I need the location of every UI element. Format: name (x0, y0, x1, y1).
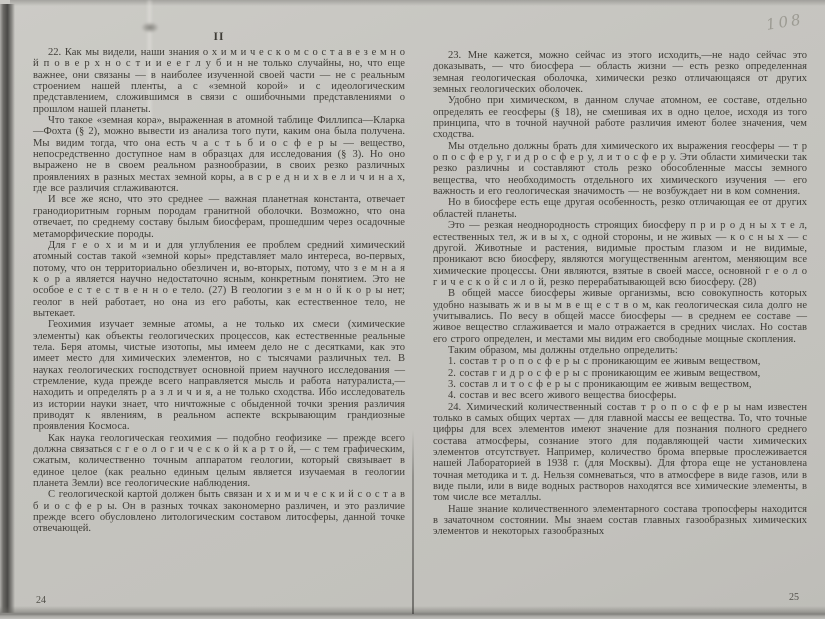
paragraph: Наше знание количественного элементарного состава тропосферы находится в зачаточном состоянии. Мы знаем состав главных газообразных химических элементов и некоторых газообразных (433, 503, 807, 538)
spine-crease-line (412, 430, 414, 614)
paragraph: Геохимия изучает земные атомы, а не только их смеси (химические элементы) как объекты геологических процессов, как естественные реальные тела. Беря атомы, чистые изотопы, мы имеем дело не с десятками, как это имеет место для химических элементов, но с тысячами различных тел. В науках геологических господствует основной прием научного исследования — стремление, куда прежде всего направляется мысль и работа натуралиста,— находить и определять р а з л и ч и я, а не только сходства. Ибо исследователь из истории науки знает, что ничтожные с обыденной точки зрения различия приводят к явлениям, в реальном аспекте вскрывающим грандиозные проявления Космоса. (33, 319, 405, 433)
paragraph: 24. Химический количественный состав т р о п о с ф е р ы нам известен только в самых общих чертах — для главной массы ее вещества. То, что точные цифры для всех элементов имеют значение для познания полного среднего состава атмосферы, сознание этого для подавляющей части химических элементов отсутствует. Например, количество брома впервые прослеживается нашей Лабораторией в 1938 г. (для Москвы). Для фтора еще не установлена точная методика и т. д. Нельзя сомневаться, что в атмосфере в виде газов, или в виде пыли, или в виде водных растворов находятся все химические элементы, в том числе все металлы. (433, 401, 807, 504)
paragraph: Удобно при химическом, в данном случае атомном, ее составе, отдельно определять ее геосферы (§ 18), не смешивая их в одно целое, исходя из того принципа, что в точной научной работе различия имеют более значения, чем сходства. (433, 95, 807, 141)
paragraph: Для г е о х и м и и для углубления ее проблем средний химический атомный состав такой «земной коры» представляет мало интереса, во-первых, потому, что он территориально обезличен и, во-вторых, потому, что з е м н а я к о р а является научно недостаточно ясным, конкретным понятием. Это не особое е с т е с т в е н н о е тело. (27) В геологии з е м н о й к о р ы нет; геолог в ней работает, но она из его работы, как естественное тело, не вытекает. (33, 239, 405, 319)
paragraph: Но в биосфере есть еще другая особенность, резко отличающая ее от других областей планеты. (433, 197, 807, 220)
paragraph: В общей массе биосферы живые организмы, всю совокупность которых удобно называть ж и в ы м в е щ е с т в о м, как геологическая сила долго не учитывались. По весу в общей массе биосферы — в среднем ее составе — живое вещество сглаживается и мало отражается в средних числах. Но состав его строго определен, и местами мы видим его свободные мощные скопления. (433, 288, 807, 345)
paragraph: Мы отдельно должны брать для химического их выражения геосферы — т р о п о с ф е р у, г и д р о с ф е р у, л и т о с ф е р у. Эти области химически так резко различны и составляют столь резко обособленные массы земного вещества, что необходимость отдельного их химического изучения — его важность и его геологическая значимость — не возбуждает ни в ком сомнения. (433, 140, 807, 198)
paragraph: 4. состав и вес всего живого вещества биосферы. (448, 390, 677, 402)
scan-top-edge-shadow (10, 0, 825, 6)
handwritten-page-note: 108 (764, 10, 805, 34)
paragraph: Это — резкая неоднородность строящих биосферу п р и р о д н ы х т е л, естественных тел, ж и в ы х, с одной стороны, и не живых — к о с н ы х — с другой. Животные и растения, видимые простым глазом и не видимые, проникают всю биосферу, являются могущественным агентом, меняющим все химические процессы. Они являются, взятые в своей массе, основной г е о л о г и ч е с к о й с и л о й, резко перерабатывающей всю биосферу. (28) (433, 220, 807, 288)
paragraph: 22. Как мы видели, наши знания о х и м и ч е с к о м с о с т а в е з е м н о й п о в е р х н о с т и и е е г л у б и н не только случайны, но, что еще важнее, они связаны — в наиболее изученной своей части — не с реальным строением нашей пленты, а с «земной корой» и с идеологическим представлением, сложившимся в связи с ошибочными представлениями о прошлом нашей планеты. (33, 47, 405, 115)
right-page-text (433, 50, 807, 538)
chapter-numeral: II (213, 31, 225, 43)
paragraph: Таким образом, мы должны отдельно определить: (448, 344, 678, 356)
paragraph: 23. Мне кажется, можно сейчас из этого исходить,—не надо сейчас это доказывать, — что биосфера — область жизни — есть резко определенная земная геологическая оболочка, химически резко отличающаяся от других земных геологических оболочек. (433, 50, 807, 96)
paragraph: Как наука геологическая геохимия — подобно геофизике — прежде всего должна связаться с г е о л о г и ч е с к о й к а р т о й, — с тем графическим, сжатым, количественно точным аппаратом геологии, который связывает в единое целое (как реально единым целым является изучаемая в геологии планета Земли) все геологические наблюдения. (33, 432, 405, 490)
scan-left-edge-shadow (0, 4, 15, 613)
paragraph: С геологической картой должен быть связан и х и м и ч е с к и й с о с т а в б и о с ф е р ы. Он в разных точках закономерно различен, и это различие прежде всего обусловлено литологическим составом литосферы, данной точке отвечающей. (33, 489, 405, 535)
paragraph: 2. состав г и д р о с ф е р ы с проникающим ее живым веществом, (448, 367, 761, 379)
paragraph: 3. состав л и т о с ф е р ы с проникающим ее живым веществом, (448, 378, 752, 390)
paragraph: Что такое «земная кора», выраженная в атомной таблице Филлипса—Кларка—Фохта (§ 2), можно вывести из анализа того пути, каким она была получена. Мы видим тогда, что она есть ч а с т ь б и о с ф е р ы — вещество, непосредственно доступное нам в образцах для исследования (§ 3). Но оно выражено не в своем реальном разнообразии, в своих резко различных проявлениях в разных местах земной коры, а в с р е д н и х в е л и ч и н а х, где все различия сглаживаются. (33, 115, 405, 195)
left-page-text (33, 47, 405, 535)
left-page-number: 24 (36, 595, 46, 606)
paragraph: И все же ясно, что это среднее — важная планетная константа, отвечает гранодиоритным горным породам гранитной оболочки. Возможно, что она отвечает, по среднему составу былым биосферам, прошедшим через осадочные метаморфические породы. (33, 194, 405, 240)
paragraph: 1. состав т р о п о с ф е р ы с проникающим ее живым веществом, (448, 356, 761, 368)
right-page-number: 25 (789, 592, 799, 603)
